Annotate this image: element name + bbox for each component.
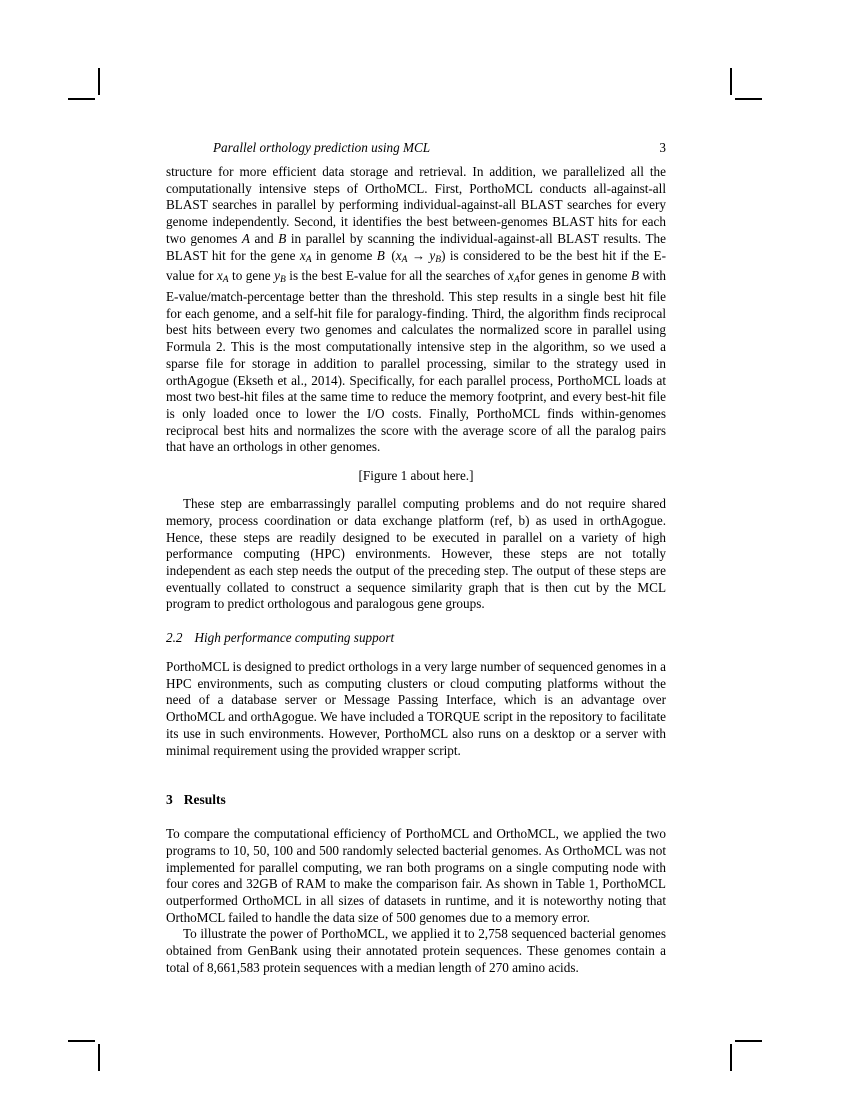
crop-mark-top-right-vertical <box>730 68 732 95</box>
section-heading-results <box>166 791 666 808</box>
paragraph-results-comparison: To compare the computational efficiency of PorthoMCL and OrthoMCL, we applied the two programs to 10, 50, 100 and 500 randomly selected bacterial genomes. As OrthoMCL was not implemented for parallel computing, we ran both programs on a single computing node with four cores and 32GB of RAM to make the comparison fair. As shown in Table 1, PorthoMCL outperformed OrthoMCL in all sizes of datasets in runtime, and it is noteworthy noting that OrthoMCL failed to handle the data size of 500 genomes due to a memory error. <box>166 826 666 925</box>
paragraph-hpc-description: PorthoMCL is designed to predict orthologs in a very large number of sequenced genomes in a HPC environments, such as computing clusters or cloud computing platforms without the need of a database server or Message Passing Interface, which is an advantage over OrthoMCL and orthAgogue. We have included a TORQUE script in the repository to facilitate its use in such environments. However, PorthoMCL also runs on a desktop or a server with minimal requirement using the provided wrapper script. <box>166 659 666 758</box>
paragraph-methods-continuation: structure for more efficient data storage and retrieval. In addition, we parallelized all the computationally intensive steps of OrthoMCL. First, PorthoMCL conducts all-against-all BLAST searches in parallel by performing individual-against-all BLAST searches for every genome independently. Second, it identifies the best between-genomes BLAST hits for each two genomes A and B in parallel by scanning the individual-against-all BLAST results. The BLAST hit for the gene xA in genome B (xA → yB) is considered to be the best hit if the E-value for xA to gene yB is the best E-value for all the searches of xAfor genes in genome B with E-value/match-percentage better than the threshold. This step results in a single best hit file for each genome, and a self-hit file for paralogy-finding. Third, the algorithm finds reciprocal best hits between every two genomes and calculates the normalized score in parallel using Formula 2. This is the most computationally intensive step in the algorithm, so we used a sparse file for storage in addition to parallel processing, similar to the strategy used in orthAgogue (Ekseth et al., 2014). Specifically, for each parallel process, PorthoMCL loads at most two best-hit files at the same time to reduce the memory footprint, and every best-hit file is only loaded once to lower the I/O costs. Finally, PorthoMCL finds within-genomes reciprocal best hits and normalizes the score with the average score of all the paralog pairs that have an orthologs in other genomes. <box>166 164 666 455</box>
page-number: 3 <box>659 140 666 155</box>
subsection-number: 2.2 <box>166 630 183 646</box>
running-header <box>166 139 666 156</box>
paragraph-results-genbank: To illustrate the power of PorthoMCL, we applied it to 2,758 sequenced bacterial genomes obtained from GenBank using their annotated protein sequences. These genomes contain a total of 8,661,583 protein sequences with a median length of 270 amino acids. <box>166 926 666 975</box>
figure-placeholder-note: [Figure 1 about here.] <box>358 468 474 484</box>
crop-mark-top-left-vertical <box>98 68 100 95</box>
crop-mark-bottom-right-horizontal <box>735 1040 762 1042</box>
section-number: 3 <box>166 792 173 808</box>
subsection-heading-hpc-support <box>166 629 666 646</box>
crop-mark-bottom-left-vertical <box>98 1044 100 1071</box>
crop-mark-top-left-horizontal <box>68 98 95 100</box>
section-title: Results <box>183 792 226 808</box>
crop-mark-bottom-right-vertical <box>730 1044 732 1071</box>
crop-mark-bottom-left-horizontal <box>68 1040 95 1042</box>
subsection-title: High performance computing support <box>194 630 395 646</box>
crop-mark-top-right-horizontal <box>735 98 762 100</box>
running-head-title: Parallel orthology prediction using MCL <box>213 140 431 155</box>
page-content <box>166 139 666 977</box>
paragraph-parallel-steps: These step are embarrassingly parallel computing problems and do not require shared memory, process coordination or data exchange platform (ref, b) as used in orthAgogue. Hence, these steps are readily designed to be executed in parallel on a variety of high performance computing (HPC) environments. However, these steps are not totally independent as each step needs the output of the preceding step. The output of these steps are eventually collated to construct a sequence similarity graph that is then cut by the MCL program to predict orthologous and paralogous gene groups. <box>166 496 666 612</box>
